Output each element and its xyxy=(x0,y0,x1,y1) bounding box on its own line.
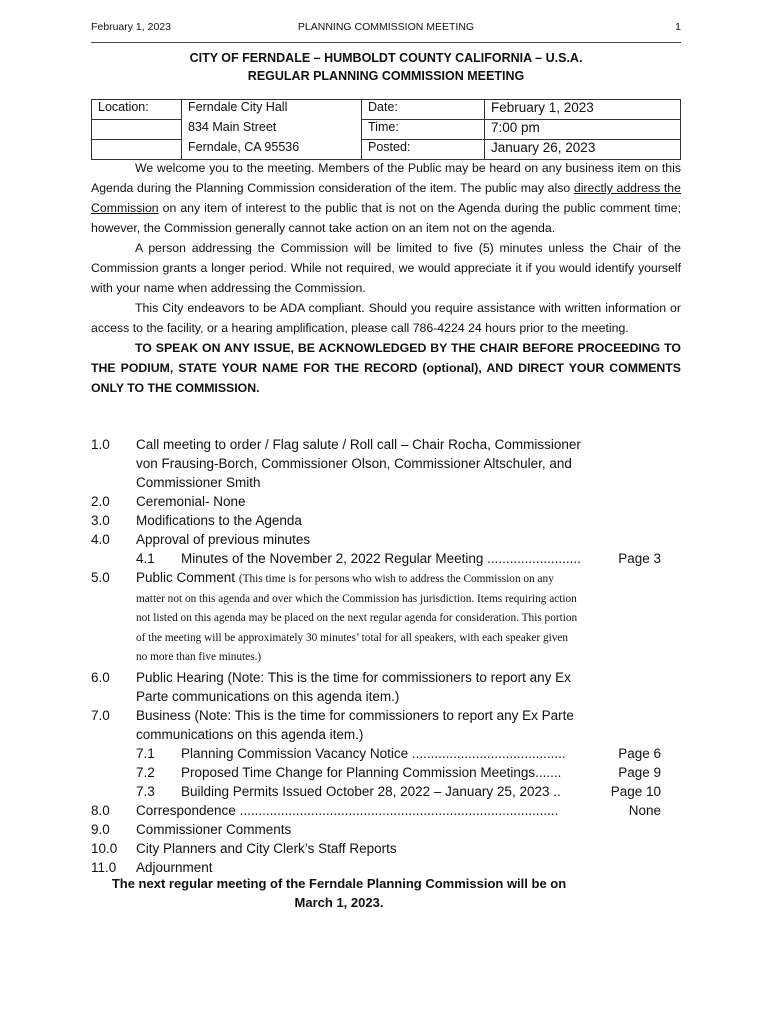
agenda-item-number: 7.0 xyxy=(91,707,110,723)
agenda-page-ref: None xyxy=(628,802,661,818)
agenda-page-ref: Page 3 xyxy=(618,551,661,566)
agenda-item-text: Adjournment xyxy=(136,859,213,875)
page-header xyxy=(91,21,681,35)
header-title: PLANNING COMMISSION MEETING xyxy=(297,21,475,33)
agenda-page-ref: Page 6 xyxy=(618,745,661,761)
time-label: Time: xyxy=(362,120,485,140)
welcome-text-b: on any item of interest to the public that is not on the Agenda during the public comment time; however, the Commission generally cannot take action on an item not on the agenda. xyxy=(91,201,681,235)
agenda-item-text: Public Comment xyxy=(136,570,236,585)
agenda-subitem-number: 7.1 xyxy=(136,745,155,761)
intro-paragraph-speak: TO SPEAK ON ANY ISSUE, BE ACKNOWLEDGED BY THE CHAIR BEFORE PROCEEDING TO THE PODIUM, STATE YOUR NAME FOR THE RECORD (optional), AND DIRECT YOUR COMMENTS ONLY TO THE COMMISSION. xyxy=(91,341,681,395)
agenda-item xyxy=(91,435,681,492)
agenda-item xyxy=(91,668,681,706)
agenda-item-number: 1.0 xyxy=(91,437,110,452)
agenda-subitem-number: 7.3 xyxy=(136,783,155,799)
address-commission-link[interactable]: directly address the Commission xyxy=(91,181,681,215)
location-blank-2 xyxy=(92,140,182,160)
posted-label: Posted: xyxy=(362,140,485,160)
posted-value: January 26, 2023 xyxy=(485,140,681,160)
agenda-subitem-text: Minutes of the November 2, 2022 Regular Meeting ......................... xyxy=(181,551,581,566)
agenda-subitem xyxy=(91,549,681,568)
intro-paragraph-time-limit: A person addressing the Commission will be limited to five (5) minutes unless the Chair of the Commission grants a longer period. While not required, we would appreciate it if you would identify yourself with your name when addressing the Commission. xyxy=(91,241,681,295)
agenda-item-number: 2.0 xyxy=(91,494,110,509)
meeting-info-table xyxy=(91,99,681,160)
next-meeting-line2: March 1, 2023. xyxy=(294,895,384,910)
agenda-item-number: 3.0 xyxy=(91,513,110,528)
agenda-item-text: Commissioner Comments xyxy=(136,821,292,837)
agenda-subitem xyxy=(91,744,681,763)
date-value: February 1, 2023 xyxy=(485,100,681,120)
agenda-subitem-text: Proposed Time Change for Planning Commission Meetings....... xyxy=(181,764,562,780)
agenda-subitem-number: 4.1 xyxy=(136,551,155,566)
agenda-item xyxy=(91,530,681,549)
agenda-subitem-text: Planning Commission Vacancy Notice ......................................... xyxy=(181,745,566,761)
agenda-page-ref: Page 9 xyxy=(618,764,661,780)
intro-paragraph-ada: This City endeavors to be ADA compliant. Should you require assistance with written information or access to the facility, or a hearing amplification, please call 786-4224 24 hours prior to the meeting. xyxy=(91,301,681,335)
agenda-item-text: Business (Note: This is the time for commissioners to report any Ex Parte communications on this agenda item.) xyxy=(136,707,574,742)
address-line1: Ferndale City Hall xyxy=(182,100,362,120)
agenda-item-text: Modifications to the Agenda xyxy=(136,513,302,528)
time-value: 7:00 pm xyxy=(485,120,681,140)
location-blank-1 xyxy=(92,120,182,140)
agenda-item-text: Ceremonial- None xyxy=(136,494,246,509)
agenda-item-number: 10.0 xyxy=(91,840,118,856)
next-meeting-notice xyxy=(91,874,587,912)
agenda-item-number: 9.0 xyxy=(91,821,110,837)
agenda-item xyxy=(91,568,681,666)
agenda-item xyxy=(91,511,681,530)
header-date: February 1, 2023 xyxy=(91,21,171,33)
agenda-subitem xyxy=(91,782,681,801)
agenda-item-number: 6.0 xyxy=(91,669,110,685)
agenda-item-number: 11.0 xyxy=(91,859,117,875)
agenda-item-text: Public Hearing (Note: This is the time for commissioners to report any Ex Parte communications on this agenda item.) xyxy=(136,669,571,704)
agenda-item-number: 8.0 xyxy=(91,802,110,818)
header-page-number: 1 xyxy=(675,21,681,33)
title-city: CITY OF FERNDALE – HUMBOLDT COUNTY CALIFORNIA – U.S.A. xyxy=(189,51,583,65)
agenda-subitem-text: Building Permits Issued October 28, 2022 – January 25, 2023 .. xyxy=(181,783,561,799)
address-line3: Ferndale, CA 95536 xyxy=(182,140,362,160)
agenda-item-number: 5.0 xyxy=(91,570,110,585)
agenda-item-text: Approval of previous minutes xyxy=(136,532,311,547)
title-meeting: REGULAR PLANNING COMMISSION MEETING xyxy=(247,69,525,83)
agenda-item-text: Call meeting to order / Flag salute / Roll call – Chair Rocha, Commissioner von Frausing-Borch, Commissioner Olson, Commissioner Altschuler, and Commissioner Smith xyxy=(136,437,581,490)
header-rule xyxy=(91,42,681,43)
agenda-page-ref: Page 10 xyxy=(610,783,661,799)
agenda-item-number: 4.0 xyxy=(91,532,110,547)
agenda-item xyxy=(91,839,681,858)
next-meeting-line1: The next regular meeting of the Ferndale Planning Commission will be on xyxy=(111,876,567,891)
document-titles xyxy=(91,49,681,85)
agenda-item xyxy=(91,820,681,839)
welcome-text-a: We welcome you to the meeting. Members of the Public may be heard on any business item on this Agenda during the Planning Commission consideration of the item. The public may also xyxy=(91,161,681,195)
intro-text xyxy=(91,158,681,398)
agenda-subitem xyxy=(91,763,681,782)
date-label: Date: xyxy=(362,100,485,120)
public-comment-note: (This time is for persons who wish to address the Commission on any matter not on this agenda and over which the Commission has jurisdiction. Items requiring action not listed on this agenda may be placed on the next regular agenda for consideration. This portion of the meeting will be approximately 30 minutes’ total for all speakers, with each speaker given no more than five minutes.) xyxy=(136,573,578,663)
agenda-item-text: City Planners and City Clerk’s Staff Reports xyxy=(136,840,397,856)
intro-paragraph-welcome xyxy=(91,158,681,238)
agenda-list xyxy=(91,435,681,877)
agenda-item xyxy=(91,801,681,820)
agenda-item-text: Correspondence ..................................................................................... xyxy=(136,802,559,818)
agenda-subitem-number: 7.2 xyxy=(136,764,155,780)
agenda-item xyxy=(91,706,681,744)
location-label: Location: xyxy=(92,100,182,120)
address-line2: 834 Main Street xyxy=(182,120,362,140)
agenda-item xyxy=(91,492,681,511)
